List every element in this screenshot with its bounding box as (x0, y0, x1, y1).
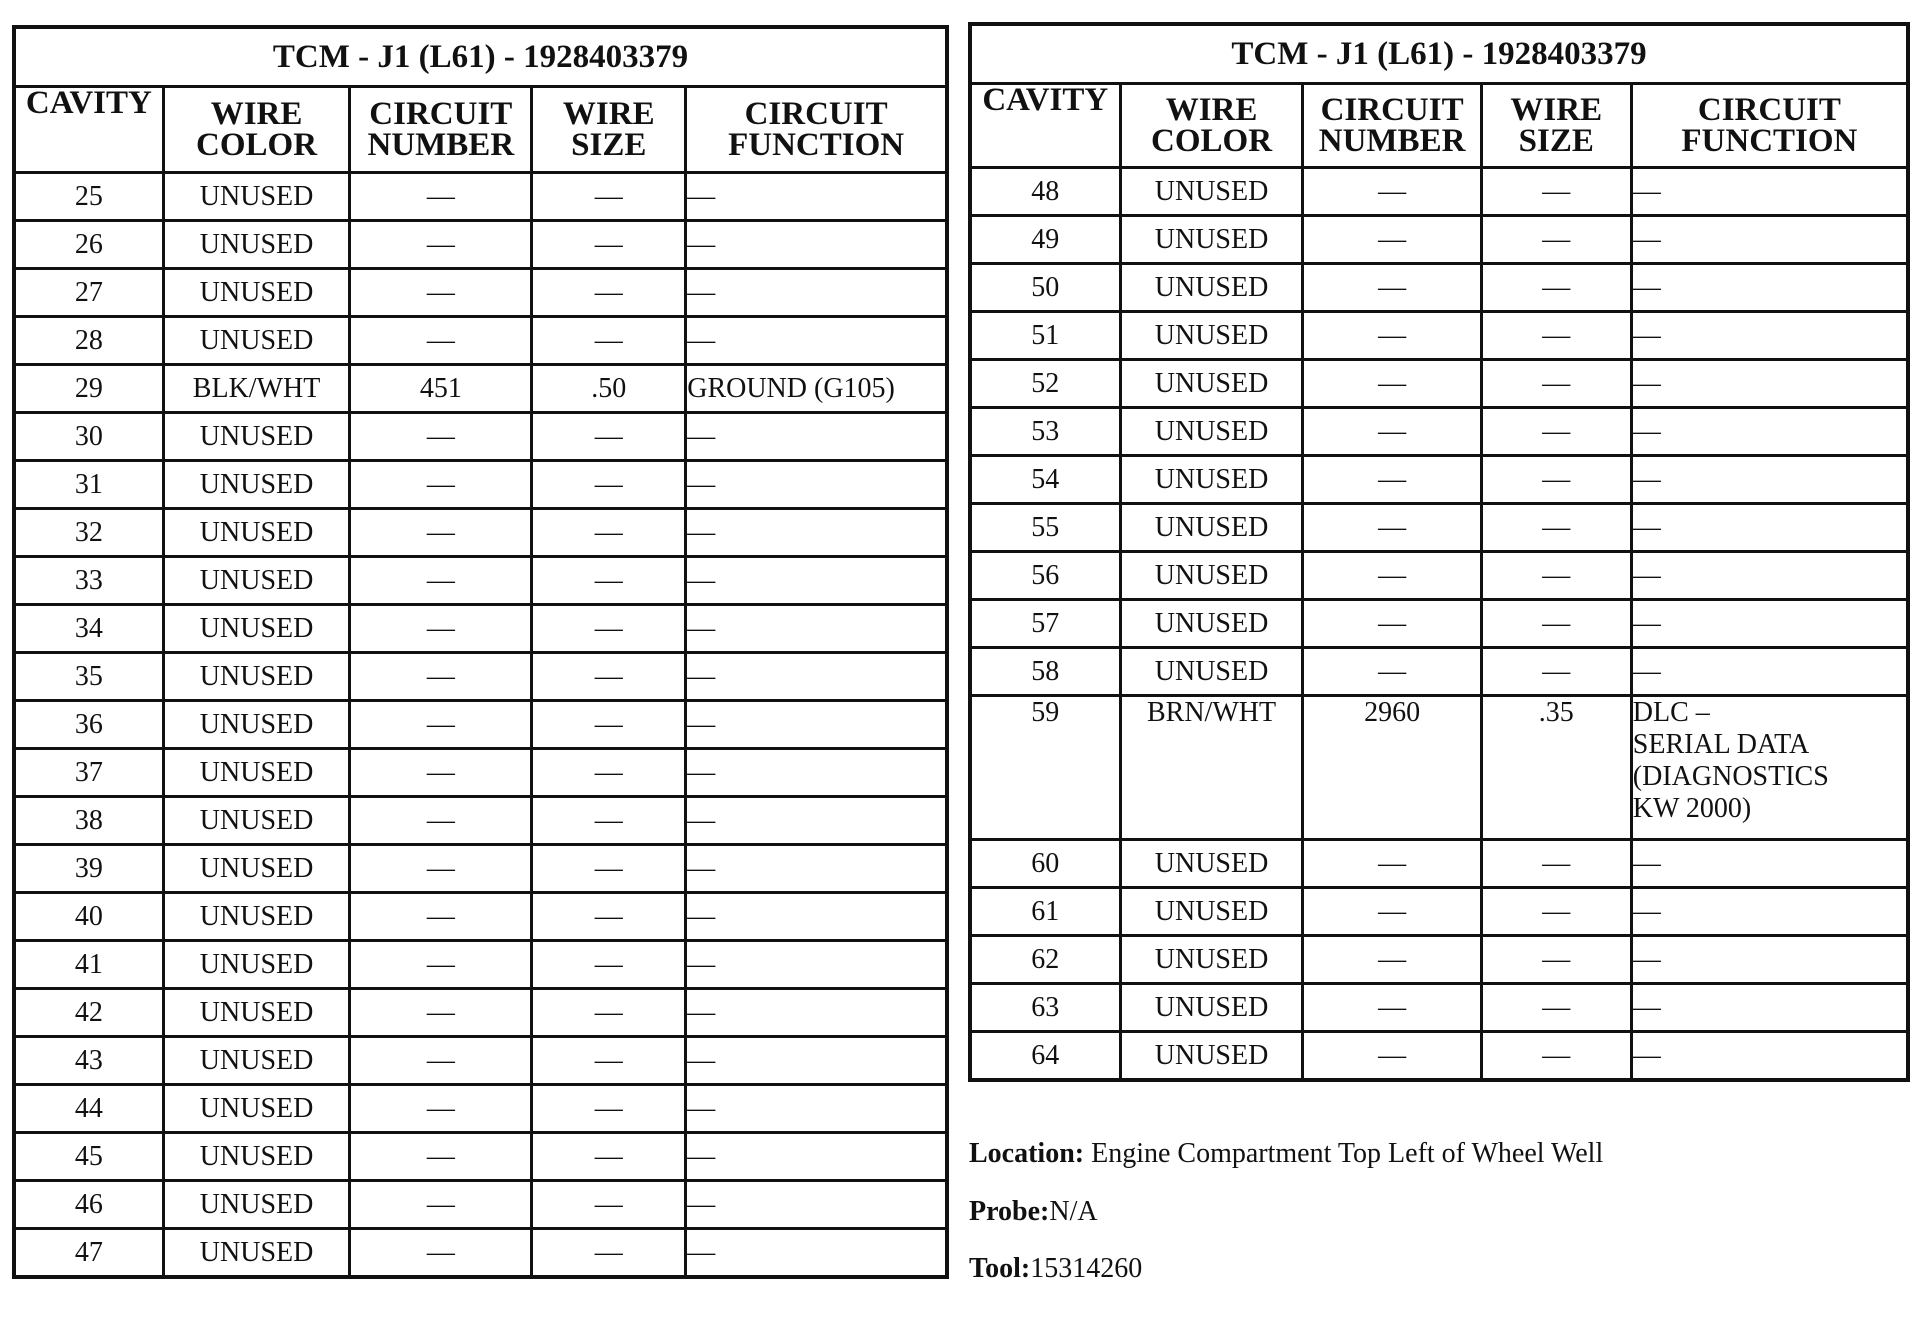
cavity-cell: 54 (970, 456, 1120, 504)
wire-size-cell: — (1481, 600, 1631, 648)
cavity-cell: 43 (14, 1037, 163, 1085)
circuit-number-cell: — (1303, 936, 1481, 984)
cavity-cell: 44 (14, 1085, 163, 1133)
header-wire-color: WIRE COLOR (1120, 84, 1303, 168)
wire-color-cell: UNUSED (1120, 504, 1303, 552)
table-row (14, 653, 947, 701)
table-row (970, 312, 1908, 360)
table-row (14, 605, 947, 653)
wire-color-cell: UNUSED (1120, 360, 1303, 408)
circuit-number-cell: — (350, 701, 532, 749)
wire-size-cell: — (532, 701, 686, 749)
header-circuit-function: CIRCUIT FUNCTION (686, 87, 947, 173)
wire-size-cell: — (532, 605, 686, 653)
location-note (969, 1138, 1603, 1170)
circuit-function-cell: — (686, 509, 947, 557)
cavity-cell: 25 (14, 173, 163, 221)
cavity-cell: 40 (14, 893, 163, 941)
table-row (970, 408, 1908, 456)
circuit-function-cell: — (1631, 360, 1908, 408)
table-row (970, 840, 1908, 888)
wire-color-cell: UNUSED (1120, 936, 1303, 984)
cavity-cell: 36 (14, 701, 163, 749)
circuit-number-cell: — (350, 845, 532, 893)
wire-size-cell: — (1481, 408, 1631, 456)
connector-table-left (12, 25, 949, 1279)
circuit-number-cell: — (350, 1229, 532, 1278)
cavity-cell: 56 (970, 552, 1120, 600)
circuit-function-cell: — (686, 1085, 947, 1133)
cavity-cell: 30 (14, 413, 163, 461)
circuit-function-cell: — (686, 173, 947, 221)
table-row (14, 797, 947, 845)
wire-color-cell: UNUSED (163, 1133, 350, 1181)
wire-color-cell: UNUSED (1120, 456, 1303, 504)
circuit-number-cell: — (350, 653, 532, 701)
wire-color-cell: UNUSED (163, 509, 350, 557)
wire-color-cell: UNUSED (1120, 648, 1303, 696)
wire-size-cell: — (532, 317, 686, 365)
circuit-function-cell: — (686, 893, 947, 941)
circuit-number-cell: — (1303, 408, 1481, 456)
wire-color-cell: UNUSED (1120, 312, 1303, 360)
wire-size-cell: — (1481, 1032, 1631, 1081)
probe-value: N/A (1049, 1196, 1098, 1227)
wire-color-cell: UNUSED (163, 1037, 350, 1085)
header-wire-color: WIRE COLOR (163, 87, 350, 173)
circuit-function-cell: — (686, 749, 947, 797)
circuit-number-cell: — (350, 797, 532, 845)
wire-size-cell: .35 (1481, 696, 1631, 840)
table-row (970, 552, 1908, 600)
location-value: Engine Compartment Top Left of Wheel Well (1084, 1138, 1604, 1169)
wire-size-cell: — (532, 461, 686, 509)
cavity-cell: 52 (970, 360, 1120, 408)
circuit-function-cell: — (1631, 408, 1908, 456)
circuit-function-cell: — (686, 269, 947, 317)
wire-color-cell: UNUSED (163, 461, 350, 509)
wire-size-cell: — (532, 509, 686, 557)
wire-size-cell: .50 (532, 365, 686, 413)
circuit-function-cell: — (1631, 216, 1908, 264)
wire-color-cell: UNUSED (1120, 408, 1303, 456)
table-row (970, 168, 1908, 216)
wire-color-cell: BRN/WHT (1120, 696, 1303, 840)
circuit-function-cell: — (1631, 648, 1908, 696)
wire-color-cell: UNUSED (163, 1181, 350, 1229)
wire-color-cell: UNUSED (163, 941, 350, 989)
header-circuit-number: CIRCUIT NUMBER (1303, 84, 1481, 168)
table-row (14, 557, 947, 605)
wire-color-cell: UNUSED (163, 605, 350, 653)
cavity-cell: 33 (14, 557, 163, 605)
table-row (970, 600, 1908, 648)
wire-color-cell: UNUSED (1120, 840, 1303, 888)
circuit-function-cell: GROUND (G105) (686, 365, 947, 413)
table-row (14, 269, 947, 317)
circuit-function-cell: — (686, 221, 947, 269)
wire-color-cell: UNUSED (163, 1229, 350, 1278)
header-circuit-number: CIRCUIT NUMBER (350, 87, 532, 173)
circuit-function-cell: — (1631, 840, 1908, 888)
cavity-cell: 62 (970, 936, 1120, 984)
circuit-number-cell: — (350, 749, 532, 797)
wire-size-cell: — (532, 749, 686, 797)
wire-size-cell: — (532, 845, 686, 893)
tool-note (969, 1253, 1142, 1285)
table-row (970, 984, 1908, 1032)
circuit-number-cell: — (1303, 456, 1481, 504)
wire-color-cell: UNUSED (163, 173, 350, 221)
circuit-function-cell: — (1631, 504, 1908, 552)
cavity-cell: 41 (14, 941, 163, 989)
table-row (14, 509, 947, 557)
wire-size-cell: — (532, 557, 686, 605)
table-row (14, 1085, 947, 1133)
probe-label: Probe: (969, 1196, 1050, 1227)
circuit-function-cell: — (1631, 888, 1908, 936)
circuit-number-cell: 451 (350, 365, 532, 413)
wire-size-cell: — (532, 1085, 686, 1133)
circuit-number-cell: — (1303, 648, 1481, 696)
circuit-number-cell: — (1303, 1032, 1481, 1081)
circuit-function-cell: — (686, 797, 947, 845)
wire-size-cell: — (532, 173, 686, 221)
wire-size-cell: — (532, 1037, 686, 1085)
circuit-function-cell: — (686, 701, 947, 749)
table-row (970, 504, 1908, 552)
wire-size-cell: — (532, 989, 686, 1037)
circuit-number-cell: — (350, 1037, 532, 1085)
circuit-number-cell: — (350, 1133, 532, 1181)
cavity-cell: 34 (14, 605, 163, 653)
circuit-number-cell: — (1303, 600, 1481, 648)
cavity-cell: 63 (970, 984, 1120, 1032)
table-row (14, 893, 947, 941)
circuit-function-cell: — (686, 989, 947, 1037)
circuit-number-cell: — (350, 1181, 532, 1229)
circuit-function-cell: — (1631, 264, 1908, 312)
cavity-cell: 60 (970, 840, 1120, 888)
wire-color-cell: UNUSED (1120, 1032, 1303, 1081)
circuit-function-cell: — (1631, 984, 1908, 1032)
table-row (14, 1037, 947, 1085)
circuit-function-cell: — (686, 317, 947, 365)
wire-size-cell: — (532, 893, 686, 941)
cavity-cell: 61 (970, 888, 1120, 936)
wire-color-cell: UNUSED (163, 1085, 350, 1133)
wire-size-cell: — (1481, 504, 1631, 552)
wire-size-cell: — (1481, 264, 1631, 312)
wire-color-cell: UNUSED (1120, 264, 1303, 312)
wire-color-cell: BLK/WHT (163, 365, 350, 413)
wire-color-cell: UNUSED (1120, 984, 1303, 1032)
wire-color-cell: UNUSED (163, 653, 350, 701)
circuit-number-cell: — (350, 605, 532, 653)
circuit-number-cell: — (350, 269, 532, 317)
header-cavity: CAVITY (970, 84, 1120, 168)
circuit-function-cell: — (1631, 312, 1908, 360)
wire-color-cell: UNUSED (163, 749, 350, 797)
wire-color-cell: UNUSED (1120, 168, 1303, 216)
wire-size-cell: — (532, 1181, 686, 1229)
table-row (14, 989, 947, 1037)
table-row (970, 360, 1908, 408)
circuit-function-cell: — (686, 845, 947, 893)
cavity-cell: 46 (14, 1181, 163, 1229)
table-row (14, 701, 947, 749)
circuit-function-cell: — (1631, 456, 1908, 504)
circuit-function-cell: — (686, 461, 947, 509)
cavity-cell: 27 (14, 269, 163, 317)
cavity-cell: 29 (14, 365, 163, 413)
circuit-function-cell: — (686, 1181, 947, 1229)
cavity-cell: 26 (14, 221, 163, 269)
wire-color-cell: UNUSED (163, 701, 350, 749)
wire-color-cell: UNUSED (1120, 600, 1303, 648)
cavity-cell: 45 (14, 1133, 163, 1181)
header-circuit-function: CIRCUIT FUNCTION (1631, 84, 1908, 168)
cavity-cell: 64 (970, 1032, 1120, 1081)
circuit-function-cell: — (686, 605, 947, 653)
cavity-cell: 49 (970, 216, 1120, 264)
wire-size-cell: — (1481, 840, 1631, 888)
circuit-function-cell: — (686, 653, 947, 701)
table-row (970, 1032, 1908, 1081)
cavity-cell: 47 (14, 1229, 163, 1278)
wire-size-cell: — (1481, 552, 1631, 600)
table-row (14, 1181, 947, 1229)
table-row (970, 888, 1908, 936)
wire-size-cell: — (532, 413, 686, 461)
wire-color-cell: UNUSED (163, 221, 350, 269)
cavity-cell: 58 (970, 648, 1120, 696)
wire-color-cell: UNUSED (163, 893, 350, 941)
wire-color-cell: UNUSED (1120, 216, 1303, 264)
wire-size-cell: — (1481, 312, 1631, 360)
wire-size-cell: — (1481, 648, 1631, 696)
wire-color-cell: UNUSED (163, 557, 350, 605)
circuit-number-cell: 2960 (1303, 696, 1481, 840)
table-row (14, 413, 947, 461)
circuit-number-cell: — (1303, 168, 1481, 216)
wire-color-cell: UNUSED (163, 845, 350, 893)
circuit-number-cell: — (1303, 216, 1481, 264)
circuit-function-cell: DLC – SERIAL DATA (DIAGNOSTICS KW 2000) (1631, 696, 1908, 840)
wire-size-cell: — (532, 221, 686, 269)
wire-size-cell: — (532, 941, 686, 989)
cavity-cell: 48 (970, 168, 1120, 216)
wire-size-cell: — (532, 1133, 686, 1181)
circuit-number-cell: — (1303, 888, 1481, 936)
cavity-cell: 39 (14, 845, 163, 893)
circuit-function-cell: — (1631, 936, 1908, 984)
wire-size-cell: — (1481, 216, 1631, 264)
cavity-cell: 35 (14, 653, 163, 701)
circuit-function-cell: — (686, 1133, 947, 1181)
table-row (970, 696, 1908, 840)
table-body (14, 173, 947, 1278)
wire-size-cell: — (1481, 456, 1631, 504)
cavity-cell: 53 (970, 408, 1120, 456)
circuit-number-cell: — (350, 989, 532, 1037)
location-label: Location: (969, 1138, 1085, 1169)
table-row (14, 1133, 947, 1181)
table-row (14, 941, 947, 989)
header-cavity: CAVITY (14, 87, 163, 173)
wire-size-cell: — (1481, 888, 1631, 936)
table-row (14, 749, 947, 797)
table-row (14, 317, 947, 365)
circuit-number-cell: — (1303, 264, 1481, 312)
circuit-number-cell: — (1303, 504, 1481, 552)
table-row (14, 365, 947, 413)
wire-size-cell: — (532, 653, 686, 701)
circuit-number-cell: — (350, 221, 532, 269)
table-body (970, 168, 1908, 1081)
wire-color-cell: UNUSED (1120, 552, 1303, 600)
wire-color-cell: UNUSED (163, 989, 350, 1037)
table-row (970, 264, 1908, 312)
table-row (970, 216, 1908, 264)
cavity-cell: 55 (970, 504, 1120, 552)
cavity-cell: 59 (970, 696, 1120, 840)
circuit-function-cell: — (1631, 168, 1908, 216)
cavity-cell: 50 (970, 264, 1120, 312)
circuit-function-cell: — (1631, 552, 1908, 600)
circuit-number-cell: — (350, 461, 532, 509)
cavity-cell: 28 (14, 317, 163, 365)
wire-color-cell: UNUSED (163, 269, 350, 317)
circuit-number-cell: — (350, 557, 532, 605)
tool-value: 15314260 (1030, 1253, 1143, 1284)
cavity-cell: 57 (970, 600, 1120, 648)
tool-label: Tool: (969, 1253, 1031, 1284)
wire-size-cell: — (532, 269, 686, 317)
circuit-number-cell: — (350, 941, 532, 989)
circuit-number-cell: — (350, 173, 532, 221)
circuit-number-cell: — (1303, 312, 1481, 360)
wire-color-cell: UNUSED (163, 797, 350, 845)
circuit-number-cell: — (350, 413, 532, 461)
circuit-number-cell: — (350, 317, 532, 365)
table-row (14, 845, 947, 893)
circuit-function-cell: — (1631, 600, 1908, 648)
table-row (970, 936, 1908, 984)
circuit-function-cell: — (686, 1229, 947, 1278)
header-wire-size: WIRE SIZE (1481, 84, 1631, 168)
table-title: TCM - J1 (L61) - 1928403379 (970, 24, 1908, 84)
circuit-number-cell: — (1303, 840, 1481, 888)
wire-size-cell: — (1481, 936, 1631, 984)
header-wire-size: WIRE SIZE (532, 87, 686, 173)
circuit-function-cell: — (686, 413, 947, 461)
cavity-cell: 38 (14, 797, 163, 845)
cavity-cell: 37 (14, 749, 163, 797)
probe-note (969, 1196, 1098, 1228)
table-row (970, 456, 1908, 504)
table-row (970, 648, 1908, 696)
circuit-function-cell: — (686, 1037, 947, 1085)
circuit-number-cell: — (1303, 360, 1481, 408)
connector-table-right (968, 22, 1910, 1082)
cavity-cell: 31 (14, 461, 163, 509)
circuit-number-cell: — (350, 1085, 532, 1133)
circuit-function-cell: — (686, 557, 947, 605)
table-row (14, 173, 947, 221)
circuit-number-cell: — (1303, 984, 1481, 1032)
cavity-cell: 32 (14, 509, 163, 557)
circuit-number-cell: — (1303, 552, 1481, 600)
table-row (14, 461, 947, 509)
table-row (14, 221, 947, 269)
cavity-cell: 42 (14, 989, 163, 1037)
wire-size-cell: — (1481, 168, 1631, 216)
wire-size-cell: — (532, 797, 686, 845)
cavity-cell: 51 (970, 312, 1120, 360)
table-row (14, 1229, 947, 1278)
wire-size-cell: — (1481, 360, 1631, 408)
wire-color-cell: UNUSED (163, 413, 350, 461)
wire-size-cell: — (532, 1229, 686, 1278)
wire-size-cell: — (1481, 984, 1631, 1032)
circuit-function-cell: — (686, 941, 947, 989)
circuit-function-cell: — (1631, 1032, 1908, 1081)
wire-color-cell: UNUSED (1120, 888, 1303, 936)
table-title: TCM - J1 (L61) - 1928403379 (14, 27, 947, 87)
circuit-number-cell: — (350, 509, 532, 557)
circuit-number-cell: — (350, 893, 532, 941)
wire-color-cell: UNUSED (163, 317, 350, 365)
